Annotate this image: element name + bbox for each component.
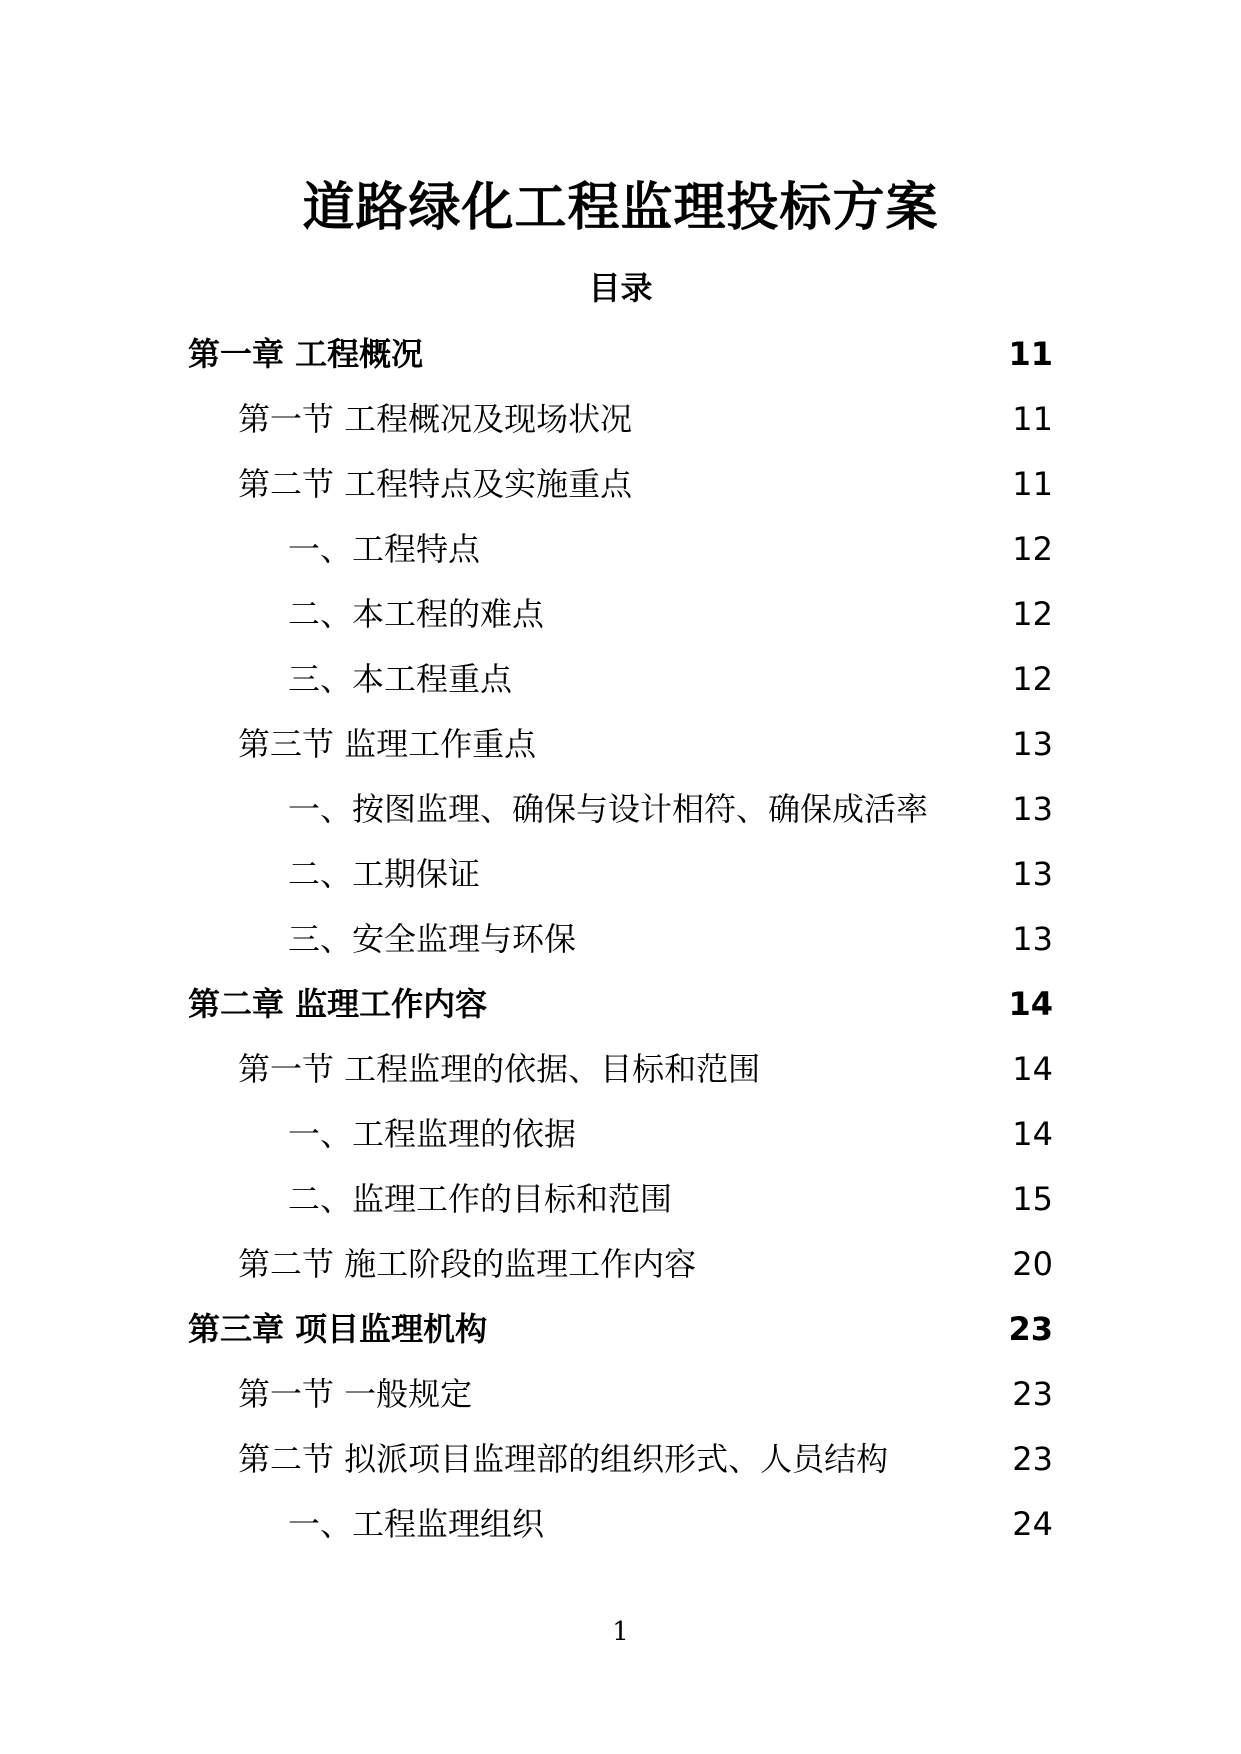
toc-entry-title: 三、本工程重点 [288, 660, 513, 698]
toc-entry[interactable] [188, 519, 1053, 584]
toc-heading: 目录 [588, 269, 653, 307]
toc-entry[interactable] [188, 714, 1053, 779]
toc-entry-title: 一、工程监理的依据 [288, 1115, 577, 1153]
toc-entry[interactable] [188, 1039, 1053, 1104]
toc-entry-title: 第一章 工程概况 [188, 335, 424, 373]
toc-entry-title: 第三节 监理工作重点 [238, 725, 537, 763]
toc-entry-page: 14 [1008, 985, 1053, 1023]
toc-entry[interactable] [188, 974, 1053, 1039]
document-title: 道路绿化工程监理投标方案 [302, 178, 939, 238]
toc-entry-title: 第一节 工程监理的依据、目标和范围 [238, 1050, 761, 1088]
page-number: 1 [612, 1617, 629, 1647]
toc-entry-page: 11 [1008, 335, 1053, 373]
toc-entry-title: 第二节 工程特点及实施重点 [238, 465, 633, 503]
toc-entry-title: 二、工期保证 [288, 855, 481, 893]
toc-entry[interactable] [188, 1169, 1053, 1234]
toc-entry-title: 第一节 一般规定 [238, 1375, 473, 1413]
toc-entry-page: 11 [1012, 465, 1053, 503]
toc-entry[interactable] [188, 1299, 1053, 1364]
toc-entry-title: 一、按图监理、确保与设计相符、确保成活率 [288, 790, 929, 828]
toc-entry[interactable] [188, 324, 1053, 389]
toc-entry-title: 一、工程监理组织 [288, 1505, 545, 1543]
toc-entry[interactable] [188, 1364, 1053, 1429]
toc-entry-page: 13 [1012, 790, 1053, 828]
toc-entry-page: 24 [1012, 1505, 1053, 1543]
toc-entry[interactable] [188, 389, 1053, 454]
toc-entry[interactable] [188, 909, 1053, 974]
toc-entry[interactable] [188, 844, 1053, 909]
toc-entry-page: 13 [1012, 725, 1053, 763]
toc-entry-page: 12 [1012, 595, 1053, 633]
toc-entry[interactable] [188, 1104, 1053, 1169]
toc-entry-page: 13 [1012, 855, 1053, 893]
toc-entry-page: 15 [1012, 1180, 1053, 1218]
table-of-contents [188, 324, 1053, 1559]
toc-entry-title: 第一节 工程概况及现场状况 [238, 400, 633, 438]
toc-entry-page: 23 [1012, 1440, 1053, 1478]
toc-entry-page: 14 [1012, 1050, 1053, 1088]
toc-entry[interactable] [188, 1234, 1053, 1299]
toc-entry-page: 14 [1012, 1115, 1053, 1153]
toc-entry-title: 第三章 项目监理机构 [188, 1310, 488, 1348]
toc-entry-title: 二、本工程的难点 [288, 595, 545, 633]
toc-entry-page: 13 [1012, 920, 1053, 958]
toc-entry[interactable] [188, 779, 1053, 844]
toc-entry[interactable] [188, 584, 1053, 649]
toc-entry-page: 23 [1008, 1310, 1053, 1348]
toc-entry-title: 第二节 施工阶段的监理工作内容 [238, 1245, 697, 1283]
toc-entry-page: 12 [1012, 660, 1053, 698]
toc-entry-title: 一、工程特点 [288, 530, 481, 568]
toc-entry-page: 20 [1012, 1245, 1053, 1283]
toc-entry[interactable] [188, 1429, 1053, 1494]
toc-entry-title: 二、监理工作的目标和范围 [288, 1180, 673, 1218]
toc-entry-page: 12 [1012, 530, 1053, 568]
toc-entry[interactable] [188, 1494, 1053, 1559]
toc-entry-title: 第二章 监理工作内容 [188, 985, 488, 1023]
toc-entry[interactable] [188, 454, 1053, 519]
toc-entry-page: 23 [1012, 1375, 1053, 1413]
toc-entry[interactable] [188, 649, 1053, 714]
toc-entry-page: 11 [1012, 400, 1053, 438]
toc-entry-title: 第二节 拟派项目监理部的组织形式、人员结构 [238, 1440, 889, 1478]
toc-entry-title: 三、安全监理与环保 [288, 920, 577, 958]
